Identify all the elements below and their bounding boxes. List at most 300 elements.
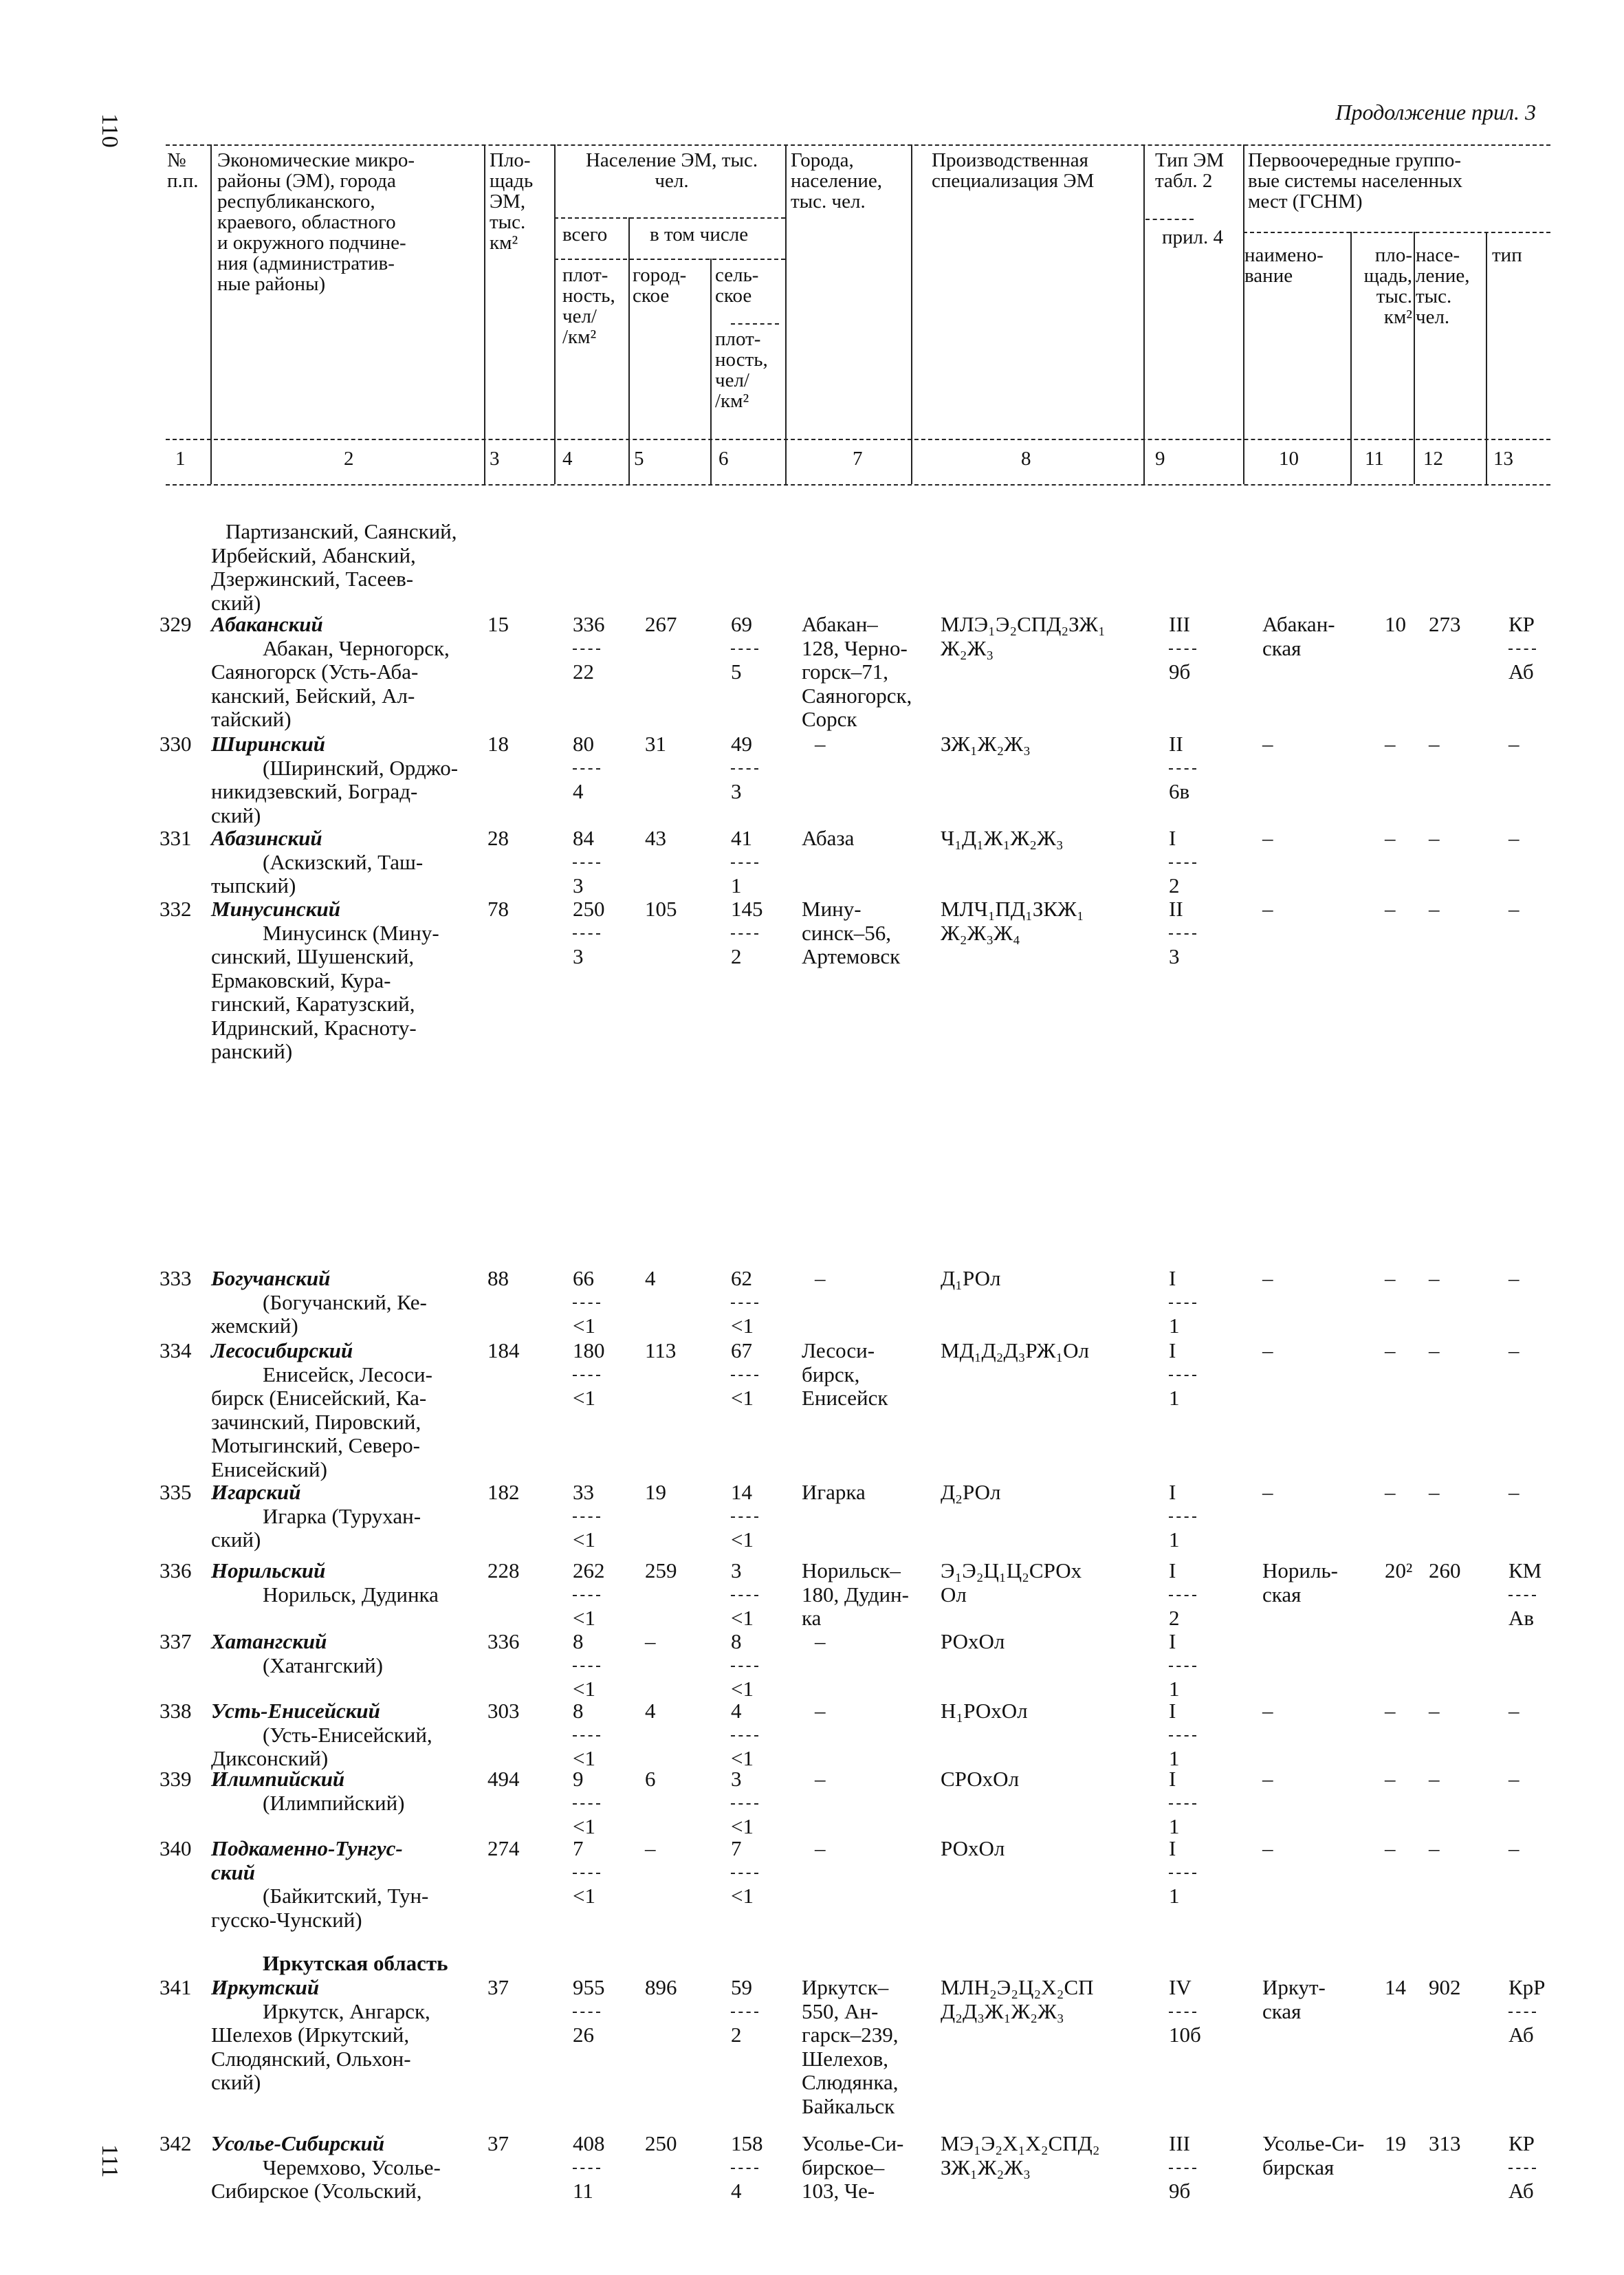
specialization-line: Н₁РОхОл xyxy=(941,1699,1028,1723)
em-type-top: III xyxy=(1169,612,1190,636)
gsnm-name: – xyxy=(1262,1480,1273,1504)
column-number: 11 xyxy=(1365,448,1384,470)
gsnm-population: – xyxy=(1429,1767,1440,1791)
gsnm-type-top: – xyxy=(1508,897,1519,921)
type-cell xyxy=(1169,1559,1180,1631)
em-type-top: II xyxy=(1169,732,1183,756)
gsnm-pop-cell xyxy=(1429,2132,1461,2156)
header-gsnm-name: наимено- вание xyxy=(1244,244,1324,287)
population-urban: 105 xyxy=(645,897,677,921)
type-cell xyxy=(1169,1339,1180,1411)
population-rural-bottom: 5 xyxy=(731,660,742,684)
gsnm-type-cell xyxy=(1508,1559,1541,1631)
gsnm-area: – xyxy=(1385,1836,1396,1860)
gsnm-type-bottom: Аб xyxy=(1508,2023,1534,2047)
gsnm-type-top: КР xyxy=(1508,612,1535,636)
column-number: 13 xyxy=(1493,448,1513,470)
area-cell xyxy=(487,1837,520,1861)
gsnm-pop-cell xyxy=(1429,1976,1461,2000)
fraction-bar-icon xyxy=(1169,1654,1180,1678)
gsnm-name-cell xyxy=(1262,732,1273,756)
specialization-cell xyxy=(941,827,1064,851)
specialization-line: Ж₂Ж₃Ж₄ xyxy=(941,920,1020,945)
district-description: Иркутск, Ангарск, xyxy=(263,1999,430,2023)
gsnm-pop-cell xyxy=(1429,732,1440,756)
gsnm-type-bottom: Ав xyxy=(1508,1606,1535,1630)
area-value: 88 xyxy=(487,1266,509,1290)
city-line: – xyxy=(815,1266,826,1290)
population-urban-cell xyxy=(645,1630,656,1654)
population-urban-cell xyxy=(645,1699,656,1723)
population-total-bottom: 22 xyxy=(573,660,594,684)
em-type-bottom: 9б xyxy=(1169,2179,1191,2203)
population-urban: 896 xyxy=(645,1975,677,1999)
gsnm-pop-cell xyxy=(1429,613,1461,637)
fraction-bar-icon xyxy=(1169,637,1190,661)
row-number-text: 342 xyxy=(160,2131,192,2155)
population-total-cell xyxy=(573,1267,595,1338)
gsnm-area: 14 xyxy=(1385,1975,1406,1999)
city-line: Игарка xyxy=(802,1480,866,1504)
area-value: 18 xyxy=(487,732,509,756)
area-cell xyxy=(487,2132,509,2156)
area-cell xyxy=(487,1481,520,1505)
gsnm-name: ская xyxy=(1262,635,1302,660)
page-number-bottom: 111 xyxy=(97,2144,122,2178)
district-description: ский) xyxy=(211,590,261,615)
cities-cell xyxy=(802,897,900,969)
city-line: 103, Че- xyxy=(802,2179,875,2203)
gsnm-type-top: – xyxy=(1508,826,1519,850)
city-line: Шелехов, xyxy=(802,2046,889,2071)
column-number: 4 xyxy=(562,448,573,470)
population-total-cell xyxy=(573,897,605,969)
district-cell xyxy=(211,732,458,827)
city-line: 180, Дудин- xyxy=(802,1582,909,1607)
city-line: Иркутск– xyxy=(802,1975,889,1999)
area-cell xyxy=(487,732,509,756)
row-number xyxy=(160,2132,192,2156)
population-rural-bottom: 2 xyxy=(731,944,742,968)
row-number-text: 332 xyxy=(160,897,192,921)
gsnm-population: 273 xyxy=(1429,612,1461,636)
gsnm-area: – xyxy=(1385,1480,1396,1504)
district-cell xyxy=(211,897,439,1064)
population-total-bottom: <1 xyxy=(573,1527,595,1552)
population-rural-top: 14 xyxy=(731,1480,752,1504)
em-type-bottom: 1 xyxy=(1169,1314,1180,1338)
fraction-bar-icon xyxy=(573,1291,595,1315)
gsnm-name: – xyxy=(1262,1338,1273,1362)
fraction-bar-icon xyxy=(731,851,752,875)
gsnm-type-top: – xyxy=(1508,1480,1519,1504)
row-number xyxy=(160,1481,192,1505)
fraction-bar-icon xyxy=(1169,2000,1201,2024)
gsnm-pop-cell xyxy=(1429,1267,1440,1291)
population-rural-top: 8 xyxy=(731,1629,742,1653)
district-description: (Усть-Енисейский, xyxy=(263,1722,432,1747)
population-urban-cell xyxy=(645,1481,666,1505)
cities-cell xyxy=(815,1837,826,1861)
gsnm-area: – xyxy=(1385,1266,1396,1290)
district-description: (Богучанский, Ке- xyxy=(263,1289,427,1314)
district-description: Шелехов (Иркутский, xyxy=(211,2023,410,2047)
district-description: ранский) xyxy=(211,1039,293,1063)
city-line: – xyxy=(815,1699,826,1723)
fraction-bar-icon xyxy=(573,637,605,661)
row-number xyxy=(160,897,192,922)
specialization-line: Ол xyxy=(941,1582,967,1607)
city-line: Байкальск xyxy=(802,2093,895,2118)
district-description: (Хатангский) xyxy=(263,1653,383,1677)
gsnm-area-cell xyxy=(1385,1699,1396,1723)
header-urban: город- ское xyxy=(633,264,687,307)
gsnm-name-cell xyxy=(1262,613,1335,660)
column-number: 10 xyxy=(1279,448,1299,470)
population-urban: 4 xyxy=(645,1266,656,1290)
district-name: Абаканский xyxy=(211,612,323,636)
area-value: 494 xyxy=(487,1767,520,1791)
cities-cell xyxy=(802,827,854,851)
district-name: ский xyxy=(211,1860,255,1884)
gsnm-name-cell xyxy=(1262,1767,1273,1792)
district-description: (Байкитский, Тун- xyxy=(263,1884,429,1908)
population-total-bottom: 4 xyxy=(573,779,584,803)
population-urban: 113 xyxy=(645,1338,677,1362)
gsnm-name: – xyxy=(1262,897,1273,921)
district-description: зачинский, Пировский, xyxy=(211,1409,421,1434)
gsnm-name: бирская xyxy=(1262,2155,1335,2179)
fraction-bar-icon xyxy=(573,1654,595,1678)
gsnm-name: Иркут- xyxy=(1262,1975,1326,1999)
gsnm-population: – xyxy=(1429,732,1440,756)
em-type-top: I xyxy=(1169,1558,1176,1582)
fraction-bar-icon xyxy=(1169,1505,1180,1529)
cities-cell xyxy=(802,1976,899,2118)
population-total-cell xyxy=(573,1699,595,1771)
specialization-line: МЛЭ₁Э₂СПД₂ЗЖ₁ xyxy=(941,612,1106,636)
gsnm-type-cell xyxy=(1508,732,1519,756)
section-title: Иркутская область xyxy=(263,1951,448,1975)
specialization-line: ЗЖ₁Ж₂Ж₃ xyxy=(941,2155,1031,2179)
em-type-top: I xyxy=(1169,1266,1176,1290)
row-number xyxy=(160,1699,192,1723)
population-rural-bottom: <1 xyxy=(731,1814,754,1838)
fraction-bar-icon xyxy=(1169,922,1183,946)
fraction-bar-icon xyxy=(573,851,594,875)
header-density: плот- ность, чел/ /км² xyxy=(562,264,615,348)
gsnm-type-cell xyxy=(1508,1699,1519,1723)
row-number-text: 337 xyxy=(160,1629,192,1653)
fraction-bar-icon xyxy=(573,756,594,781)
district-description: гусско-Чунский) xyxy=(211,1907,362,1932)
population-rural-bottom: <1 xyxy=(731,1884,754,1908)
population-urban: 259 xyxy=(645,1558,677,1582)
cities-cell xyxy=(802,1481,866,1505)
type-cell xyxy=(1169,1481,1180,1552)
em-type-top: III xyxy=(1169,2131,1190,2155)
fraction-bar-icon xyxy=(1169,2156,1190,2180)
population-rural-cell xyxy=(731,1481,754,1552)
district-name: Усть-Енисейский xyxy=(211,1699,380,1723)
em-type-bottom: 6в xyxy=(1169,779,1190,803)
district-description: ский) xyxy=(211,803,261,827)
city-line: ка xyxy=(802,1606,822,1630)
area-value: 182 xyxy=(487,1480,520,1504)
gsnm-type-top: – xyxy=(1508,1338,1519,1362)
area-value: 336 xyxy=(487,1629,520,1653)
gsnm-area-cell xyxy=(1385,1339,1396,1363)
gsnm-pop-cell xyxy=(1429,827,1440,851)
district-name: Лесосибирский xyxy=(211,1338,353,1362)
em-type-top: IV xyxy=(1169,1975,1192,1999)
type-cell xyxy=(1169,897,1183,969)
population-rural-top: 3 xyxy=(731,1558,742,1582)
district-description: Слюдянский, Ольхон- xyxy=(211,2046,411,2071)
header-population: Население ЭМ, тыс. чел. xyxy=(585,149,758,192)
population-urban-cell xyxy=(645,1339,676,1363)
population-total-top: 7 xyxy=(573,1836,584,1860)
population-urban: 43 xyxy=(645,826,666,850)
district-name: Минусинский xyxy=(211,897,340,921)
district-cell xyxy=(211,827,423,898)
district-name: Норильский xyxy=(211,1558,326,1582)
fraction-bar-icon xyxy=(731,1363,754,1387)
specialization-line: МЛН₂Э₂Ц₂Х₂СП xyxy=(941,1975,1094,1999)
city-line: Мину- xyxy=(802,897,862,921)
population-total-bottom: <1 xyxy=(573,1814,595,1838)
em-type-bottom: 1 xyxy=(1169,1677,1180,1701)
gsnm-name-cell xyxy=(1262,1339,1273,1363)
row-number xyxy=(160,1559,192,1583)
em-type-bottom: 1 xyxy=(1169,1386,1180,1410)
gsnm-population: – xyxy=(1429,1266,1440,1290)
fraction-bar-icon xyxy=(573,2156,605,2180)
population-rural-top: 67 xyxy=(731,1338,752,1362)
population-total-bottom: 26 xyxy=(573,2023,594,2047)
cities-cell xyxy=(815,1630,826,1654)
population-total-top: 66 xyxy=(573,1266,594,1290)
population-rural-top: 158 xyxy=(731,2131,763,2155)
type-cell xyxy=(1169,732,1189,804)
row-number-text: 341 xyxy=(160,1975,192,1999)
specialization-line: Д₁РОл xyxy=(941,1266,1001,1290)
population-rural-bottom: <1 xyxy=(731,1386,754,1410)
city-line: бирское– xyxy=(802,2155,885,2179)
city-line: Саяногорск, xyxy=(802,683,912,708)
gsnm-name: ская xyxy=(1262,1999,1302,2023)
city-line: бирск, xyxy=(802,1362,860,1386)
population-total-cell xyxy=(573,827,594,898)
population-rural-bottom: 1 xyxy=(731,873,742,897)
city-line: 128, Черно- xyxy=(802,635,908,660)
gsnm-pop-cell xyxy=(1429,1767,1440,1792)
population-urban: 19 xyxy=(645,1480,666,1504)
em-type-bottom: 1 xyxy=(1169,1814,1180,1838)
cities-cell xyxy=(815,1267,826,1291)
row-number-text: 333 xyxy=(160,1266,192,1290)
population-urban-cell xyxy=(645,1767,656,1792)
gsnm-type-cell xyxy=(1508,827,1519,851)
population-urban: – xyxy=(645,1836,656,1860)
population-total-top: 33 xyxy=(573,1480,594,1504)
row-number-text: 336 xyxy=(160,1558,192,1582)
city-line: синск–56, xyxy=(802,920,892,945)
row-number xyxy=(160,1630,192,1654)
gsnm-name: – xyxy=(1262,732,1273,756)
specialization-line: Ч₁Д₁Ж₁Ж₂Ж₃ xyxy=(941,826,1064,850)
population-rural-bottom: <1 xyxy=(731,1527,754,1552)
specialization-line: МД₁Д₂Д₃РЖ₁Ол xyxy=(941,1338,1090,1362)
area-cell xyxy=(487,1267,509,1291)
row-number-text: 334 xyxy=(160,1338,192,1362)
population-urban-cell xyxy=(645,897,677,922)
population-total-cell xyxy=(573,1630,595,1701)
em-type-top: I xyxy=(1169,1629,1176,1653)
district-name: Игарский xyxy=(211,1480,301,1504)
fraction-bar-icon xyxy=(731,637,752,661)
type-cell xyxy=(1169,1630,1180,1701)
district-description: Сибирское (Усольский, xyxy=(211,2179,422,2203)
area-cell xyxy=(487,827,509,851)
cities-cell xyxy=(815,732,826,756)
type-cell xyxy=(1169,1699,1180,1771)
type-cell xyxy=(1169,1767,1180,1839)
fraction-bar-icon xyxy=(731,2156,763,2180)
header-gsnm-pop: насе- ление, тыс. чел. xyxy=(1416,244,1470,328)
district-cell xyxy=(211,1630,383,1677)
specialization-line: Э₁Э₂Ц₁Ц₂СРОх xyxy=(941,1558,1082,1582)
district-cell xyxy=(211,613,450,732)
population-total-bottom: <1 xyxy=(573,1606,595,1630)
city-line: Сорск xyxy=(802,707,857,731)
em-type-bottom: 2 xyxy=(1169,1606,1180,1630)
column-number: 1 xyxy=(175,448,186,470)
district-cell xyxy=(211,1481,421,1552)
type-cell xyxy=(1169,1267,1180,1338)
column-number: 9 xyxy=(1155,448,1165,470)
em-type-top: I xyxy=(1169,826,1176,850)
specialization-cell xyxy=(941,613,1106,660)
header-gsnm-type: тип xyxy=(1492,244,1522,266)
gsnm-area-cell xyxy=(1385,1481,1396,1505)
district-description: жемский) xyxy=(211,1314,298,1338)
population-rural-top: 3 xyxy=(731,1767,742,1791)
row-number-text: 335 xyxy=(160,1480,192,1504)
gsnm-pop-cell xyxy=(1429,1481,1440,1505)
column-number: 2 xyxy=(344,448,354,470)
population-urban-cell xyxy=(645,2132,677,2156)
population-rural-top: 4 xyxy=(731,1699,742,1723)
population-rural-cell xyxy=(731,1837,754,1908)
row-number xyxy=(160,1976,192,2000)
population-urban-cell xyxy=(645,613,677,637)
fraction-bar-icon xyxy=(573,922,605,946)
cities-cell xyxy=(815,1699,826,1723)
population-total-cell xyxy=(573,1767,595,1839)
population-total-top: 262 xyxy=(573,1558,605,1582)
population-rural-top: 62 xyxy=(731,1266,752,1290)
population-total-bottom: <1 xyxy=(573,1746,595,1770)
district-description: (Илимпийский) xyxy=(263,1790,405,1815)
gsnm-area: 10 xyxy=(1385,612,1406,636)
gsnm-name-cell xyxy=(1262,827,1273,851)
population-rural-top: 41 xyxy=(731,826,752,850)
gsnm-area-cell xyxy=(1385,827,1396,851)
population-total-cell xyxy=(573,732,594,804)
district-name: Усолье-Сибирский xyxy=(211,2131,385,2155)
population-rural-cell xyxy=(731,1339,754,1411)
area-cell xyxy=(487,1559,520,1583)
gsnm-population: 260 xyxy=(1429,1558,1461,1582)
gsnm-pop-cell xyxy=(1429,1837,1440,1861)
header-gsnm: Первоочередные группо- вые системы населенных мест (ГСНМ) xyxy=(1248,149,1463,213)
population-total-bottom: <1 xyxy=(573,1677,595,1701)
gsnm-type-cell xyxy=(1508,1339,1519,1363)
district-description: тайский) xyxy=(211,707,292,731)
gsnm-pop-cell xyxy=(1429,1339,1440,1363)
column-number: 3 xyxy=(490,448,500,470)
row-number xyxy=(160,1267,192,1291)
gsnm-name: – xyxy=(1262,826,1273,850)
population-total-bottom: 11 xyxy=(573,2179,593,2203)
district-description: ский) xyxy=(211,2070,261,2094)
area-cell xyxy=(487,1339,520,1363)
population-urban: 31 xyxy=(645,732,666,756)
gsnm-type-top: КМ xyxy=(1508,1558,1542,1582)
gsnm-name: – xyxy=(1262,1699,1273,1723)
population-rural-bottom: <1 xyxy=(731,1606,754,1630)
continuation-label: Продолжение прил. 3 xyxy=(1335,100,1536,124)
row-number xyxy=(160,732,192,756)
gsnm-area-cell xyxy=(1385,1767,1396,1792)
gsnm-population: – xyxy=(1429,1836,1440,1860)
area-cell xyxy=(487,613,509,637)
population-total-cell xyxy=(573,1339,605,1411)
population-total-top: 80 xyxy=(573,732,594,756)
row-number-text: 330 xyxy=(160,732,192,756)
district-name: Хатангский xyxy=(211,1629,327,1653)
specialization-line: МЭ₁Э₂Х₁Х₂СПД₂ xyxy=(941,2131,1100,2155)
gsnm-name-cell xyxy=(1262,1976,1326,2023)
population-total-top: 250 xyxy=(573,897,605,921)
type-cell xyxy=(1169,1837,1180,1908)
type-cell xyxy=(1169,613,1190,684)
district-description: Норильск, Дудинка xyxy=(263,1582,439,1607)
district-cell xyxy=(211,1837,428,1932)
district-description: Идринский, Красноту- xyxy=(211,1015,417,1040)
specialization-line: РОхОл xyxy=(941,1629,1005,1653)
population-rural-cell xyxy=(731,732,752,804)
area-value: 228 xyxy=(487,1558,520,1582)
fraction-bar-icon xyxy=(573,1583,605,1607)
row-number xyxy=(160,1837,192,1861)
em-type-top: I xyxy=(1169,1767,1176,1791)
gsnm-name-cell xyxy=(1262,1699,1273,1723)
gsnm-area: 19 xyxy=(1385,2131,1406,2155)
fraction-bar-icon xyxy=(573,2000,605,2024)
gsnm-population: – xyxy=(1429,826,1440,850)
population-rural-cell xyxy=(731,1630,754,1701)
specialization-cell xyxy=(941,1767,1019,1792)
area-value: 184 xyxy=(487,1338,520,1362)
gsnm-population: – xyxy=(1429,1338,1440,1362)
population-total-cell xyxy=(573,1481,595,1552)
population-total-bottom: <1 xyxy=(573,1884,595,1908)
specialization-line: РОхОл xyxy=(941,1836,1005,1860)
district-cell xyxy=(211,2132,441,2203)
population-urban-cell xyxy=(645,1976,677,2000)
